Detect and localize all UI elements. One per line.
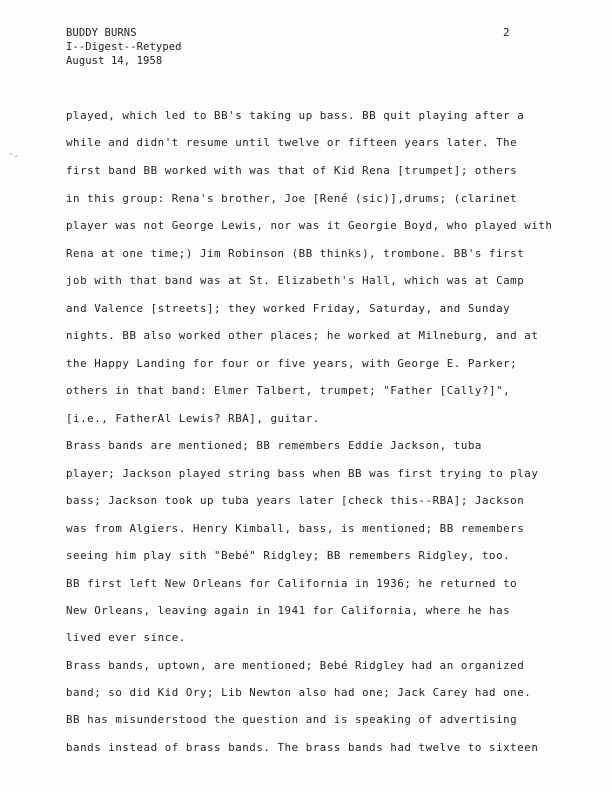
body-line: Brass bands are mentioned; BB remembers Eddie Jackson, tuba xyxy=(66,439,482,452)
body-line: lived ever since. xyxy=(66,631,186,644)
body-line: seeing him play sith "Bebé" Ridgley; BB remembers Ridgley, too. xyxy=(66,549,511,562)
body-line: nights. BB also worked other places; he worked at Milneburg, and at xyxy=(66,329,539,342)
body-line: Rena at one time;) Jim Robinson (BB thinks), trombone. BB's first xyxy=(66,247,525,260)
body-line: job with that band was at St. Elizabeth's Hall, which was at Camp xyxy=(66,274,525,287)
body-line: while and didn't resume until twelve or fifteen years later. The xyxy=(66,136,518,149)
body-line: first band BB worked with was that of Kid Rena [trumpet]; others xyxy=(66,164,518,177)
page-number: 2 xyxy=(503,26,510,39)
body-line: BB has misunderstood the question and is speaking of advertising xyxy=(66,713,518,726)
body-line: New Orleans, leaving again in 1941 for California, where he has xyxy=(66,604,511,617)
body-line: in this group: Rena's brother, Joe [René (sic)],drums; (clarinet xyxy=(66,192,518,205)
body-line: and Valence [streets]; they worked Friday, Saturday, and Sunday xyxy=(66,302,511,315)
body-line: BB first left New Orleans for California in 1936; he returned to xyxy=(66,577,518,590)
body-line: [i.e., FatherAl Lewis? RBA], guitar. xyxy=(66,412,320,425)
header-digest: I--Digest--Retyped xyxy=(66,41,182,53)
body-line: played, which led to BB's taking up bass. BB quit playing after a xyxy=(66,109,525,122)
body-line: was from Algiers. Henry Kimball, bass, is mentioned; BB remembers xyxy=(66,522,525,535)
body-line: player; Jackson played string bass when BB was first trying to play xyxy=(66,467,539,480)
body-line: bands instead of brass bands. The brass bands had twelve to sixteen xyxy=(66,741,539,754)
body-line: Brass bands, uptown, are mentioned; Bebé Ridgley had an organized xyxy=(66,659,525,672)
body-line: others in that band: Elmer Talbert, trumpet; "Father [Cally?]", xyxy=(66,384,511,397)
body-line: bass; Jackson took up tuba years later [check this--RBA]; Jackson xyxy=(66,494,525,507)
scan-speck-mark: ·. xyxy=(8,150,19,160)
body-line: band; so did Kid Ory; Lib Newton also had one; Jack Carey had one. xyxy=(66,686,532,699)
body-line: the Happy Landing for four or five years, with George E. Parker; xyxy=(66,357,518,370)
body-line: player was not George Lewis, nor was it Georgie Boyd, who played with xyxy=(66,219,553,232)
header-name: BUDDY BURNS xyxy=(66,27,137,39)
header-date: August 14, 1958 xyxy=(66,55,163,67)
